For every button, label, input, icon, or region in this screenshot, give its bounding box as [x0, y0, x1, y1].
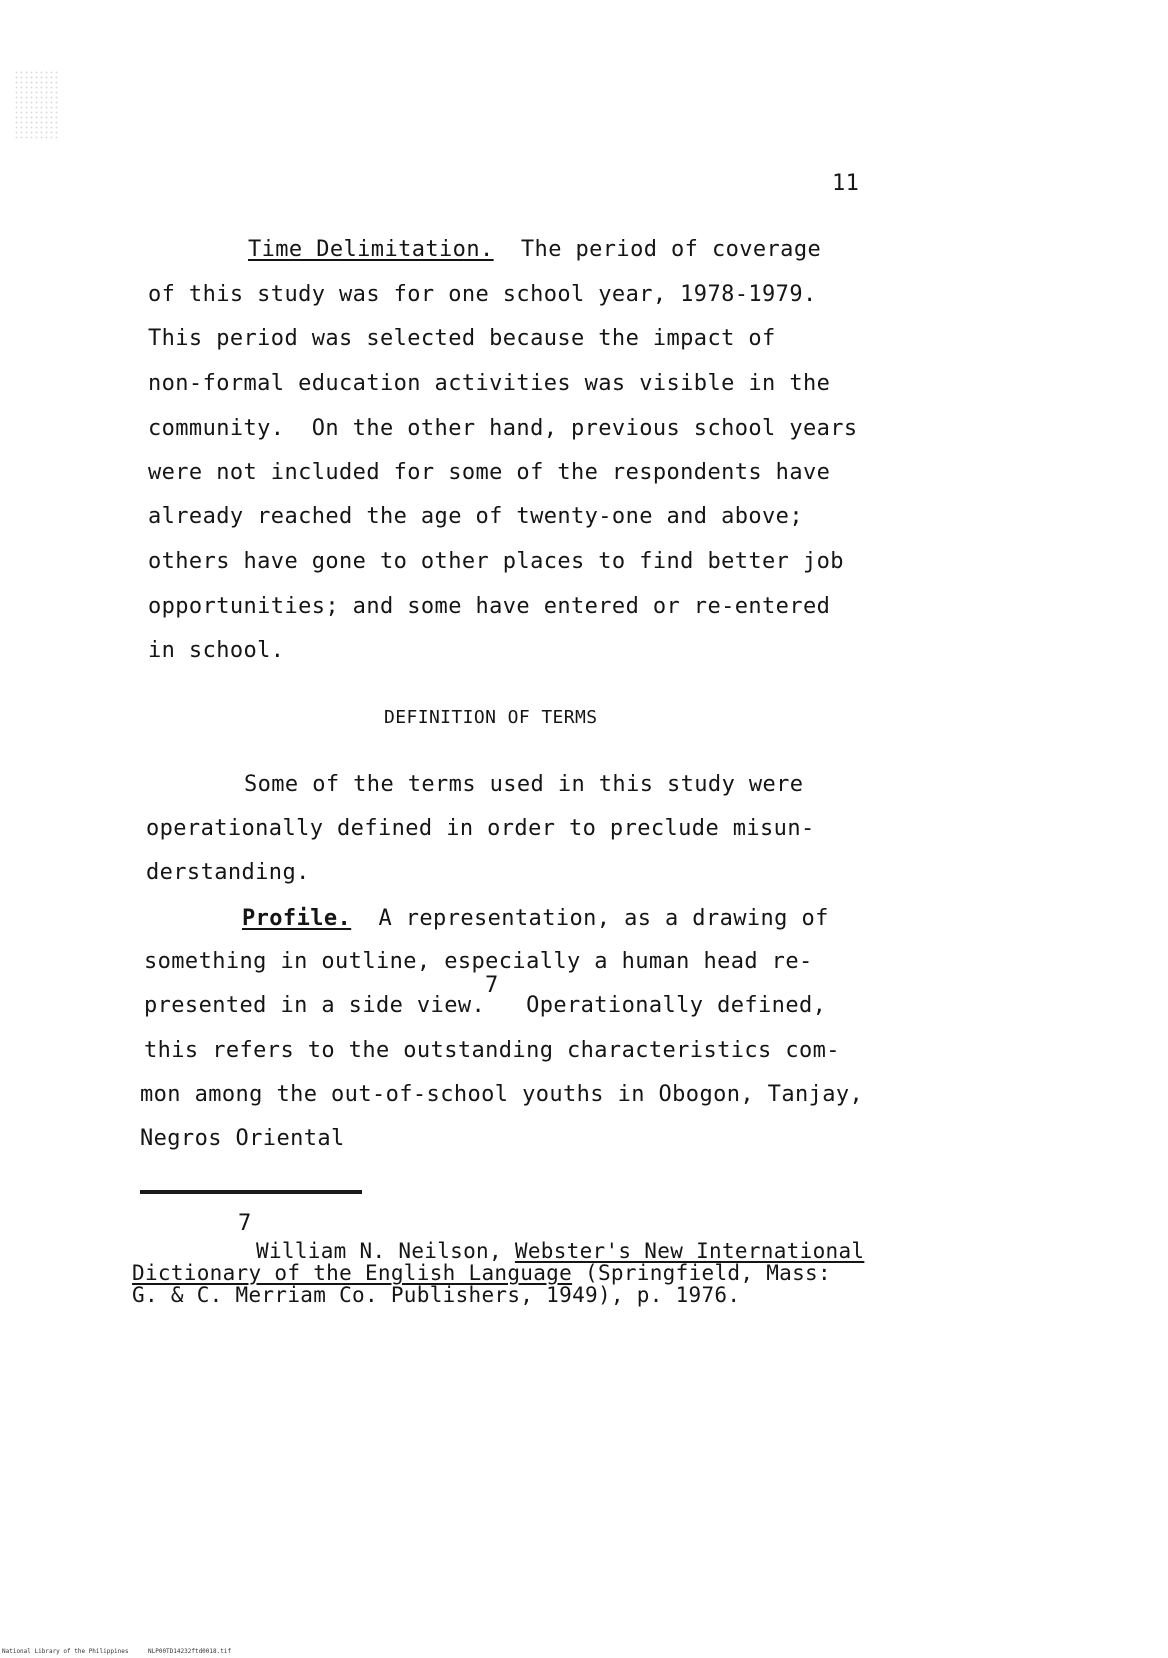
footnote-line-2: [132, 1262, 831, 1284]
text-line: opportunities; and some have entered or re-entered: [148, 594, 831, 619]
section-title: DEFINITION OF TERMS: [384, 707, 598, 728]
profile-heading: Profile.: [242, 906, 352, 931]
text-line: something in outline, especially a human head re-: [144, 949, 813, 974]
footnote-rule: [140, 1190, 362, 1194]
footnote-author: William N. Neilson,: [256, 1239, 515, 1263]
footnote-line-3: G. & C. Merriam Co. Publishers, 1949), p. 1976.: [132, 1283, 741, 1307]
text-line: in school.: [148, 638, 285, 663]
text-line: were not included for some of the respondents have: [148, 460, 831, 485]
text-line: mon among the out-of-school youths in Obogon, Tanjay,: [140, 1082, 864, 1107]
text-line: non-formal education activities was visible in the: [148, 371, 831, 396]
footnote-reference: 7: [485, 973, 499, 998]
text-line: This period was selected because the impact of: [148, 326, 776, 351]
archive-file-id: NLP00TD14232ftd0018.tif: [148, 1648, 232, 1655]
text-line: this refers to the outstanding characteristics com-: [144, 1038, 840, 1063]
scan-speckle: [14, 70, 60, 140]
text-line: Negros Oriental: [140, 1126, 345, 1151]
footnote-title-part1: Webster's New International: [514, 1239, 865, 1263]
text-line: community. On the other hand, previous school years: [148, 416, 858, 441]
footnote-title-part2: Dictionary of the English Language: [132, 1261, 573, 1285]
text-line: others have gone to other places to find better job: [148, 549, 844, 574]
text-line: already reached the age of twenty-one and above;: [148, 504, 803, 529]
text-line: presented in a side view. Operationally defined,: [144, 993, 827, 1018]
time-delimitation-first-line: [248, 236, 821, 264]
profile-first-line-text: A representation, as a drawing of: [351, 906, 829, 931]
page-number: 11: [832, 171, 860, 196]
footnote-number: 7: [238, 1211, 252, 1236]
text-line: of this study was for one school year, 1978-1979.: [148, 282, 817, 307]
intro-first-line: Some of the terms used in this study were: [244, 772, 804, 797]
footnote-line-1: [256, 1240, 864, 1262]
time-delimitation-first-line-text: The period of coverage: [493, 237, 822, 262]
profile-first-line: [242, 905, 829, 933]
text-line: derstanding.: [146, 860, 310, 885]
time-delimitation-heading: Time Delimitation.: [248, 237, 494, 262]
footnote-publisher-location: (Springfield, Mass:: [572, 1261, 831, 1285]
text-line: operationally defined in order to preclude misun-: [146, 816, 815, 841]
archive-institution: National Library of the Philippines: [2, 1648, 129, 1655]
